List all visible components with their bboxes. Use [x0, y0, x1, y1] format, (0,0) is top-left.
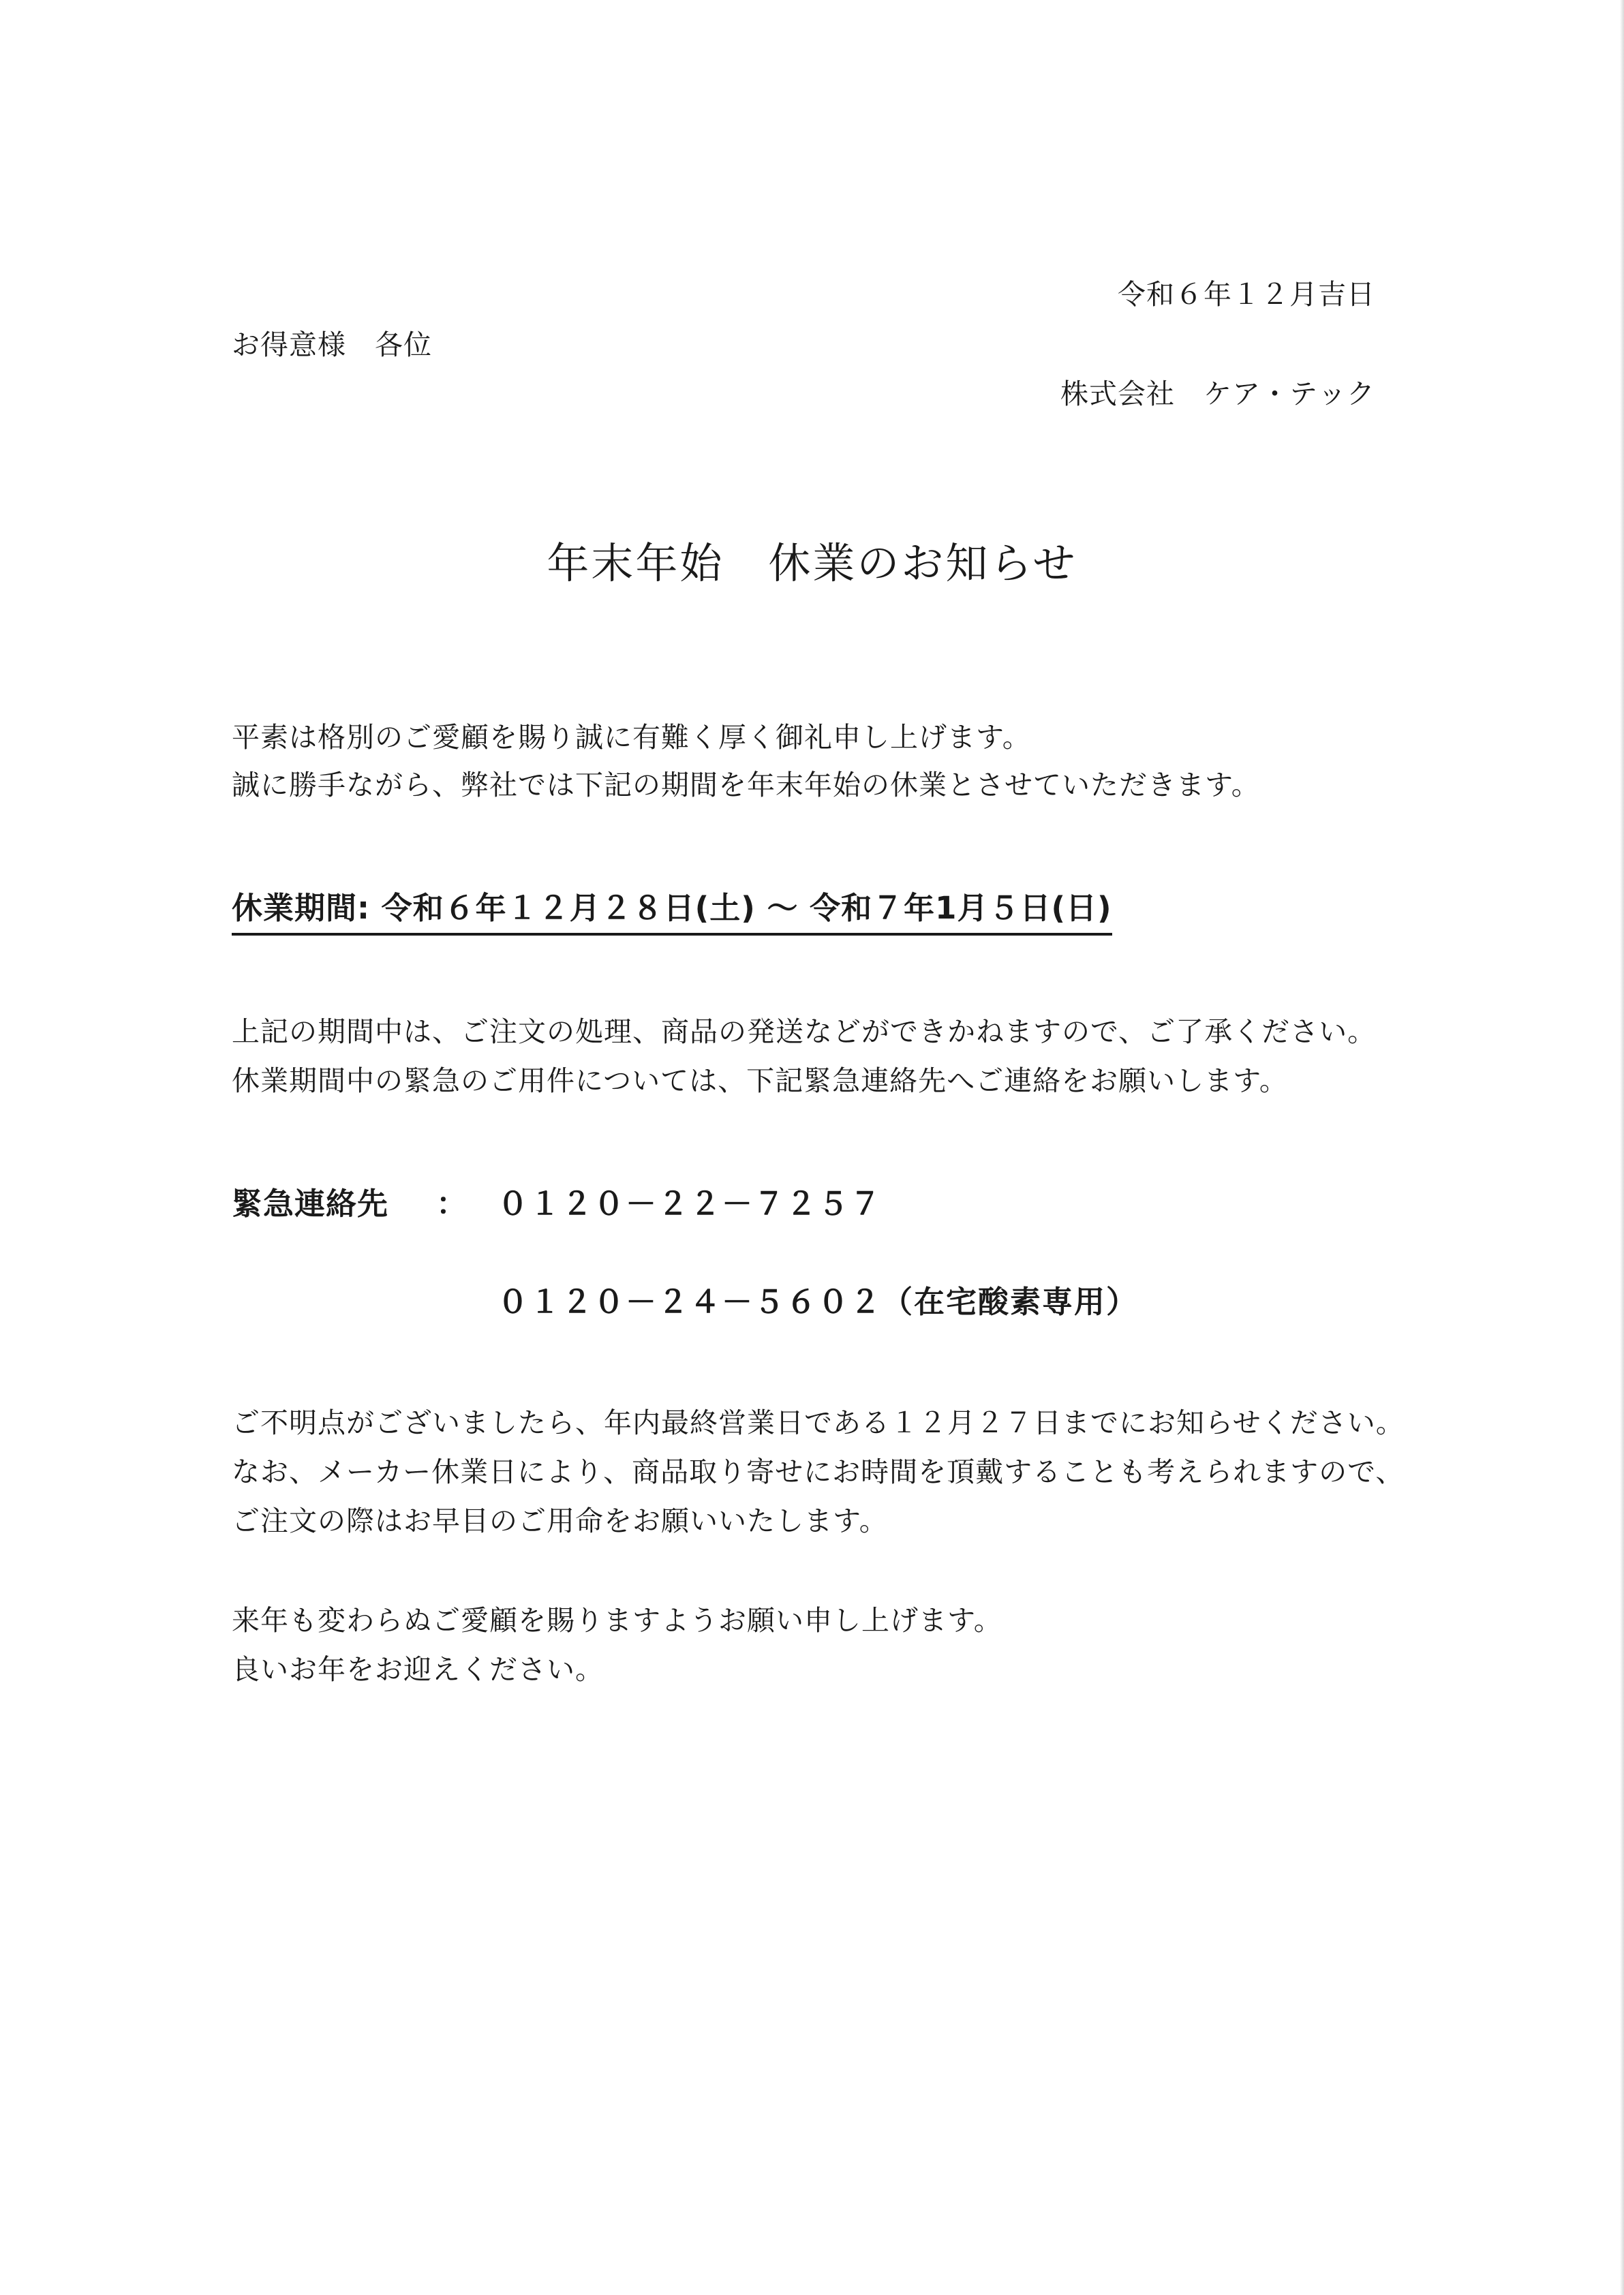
closing-line-2: なお、メーカー休業日により、商品取り寄せにお時間を頂戴することも考えられますので、 [232, 1455, 1405, 1488]
emergency-phone-1: ０１２０－２２－７２５７ [497, 1186, 883, 1222]
farewell-line-2: 良いお年をお迎えください。 [232, 1653, 604, 1686]
notice-line-2: 休業期間中の緊急のご用件については、下記緊急連絡先へご連絡をお願いします。 [232, 1064, 1288, 1097]
closing-line-3: ご注文の際はお早目のご用命をお願いいたします。 [232, 1505, 888, 1537]
intro-line-2: 誠に勝手ながら、弊社では下記の期間を年末年始の休業とさせていただきます。 [232, 769, 1260, 801]
recipient: お得意様 各位 [232, 328, 432, 361]
notice-line-1: 上記の期間中は、ご注文の処理、商品の発送などができかねますので、ご了承ください。 [232, 1015, 1377, 1048]
sender-company: 株式会社 ケア・テック [1060, 378, 1375, 410]
page-edge-shadow [1620, 0, 1624, 2295]
document-title: 年末年始 休業のお知らせ [547, 538, 1077, 588]
issue-date: 令和６年１２月吉日 [1118, 278, 1375, 311]
intro-line-1: 平素は格別のご愛顧を賜り誠に有難く厚く御礼申し上げます。 [232, 721, 1031, 754]
closure-period: 休業期間: 令和６年１２月２８日(土) ～ 令和７年1月５日(日) [232, 893, 1112, 936]
emergency-contact-label: 緊急連絡先 [232, 1186, 389, 1222]
emergency-phone-2: ０１２０－２４－５６０２（在宅酸素専用） [497, 1284, 1139, 1320]
farewell-line-1: 来年も変わらぬご愛顧を賜りますようお願い申し上げます。 [232, 1604, 1002, 1637]
emergency-contact-colon: ： [436, 1186, 468, 1222]
closing-line-1: ご不明点がございましたら、年内最終営業日である１２月２７日までにお知らせください。 [232, 1406, 1405, 1439]
